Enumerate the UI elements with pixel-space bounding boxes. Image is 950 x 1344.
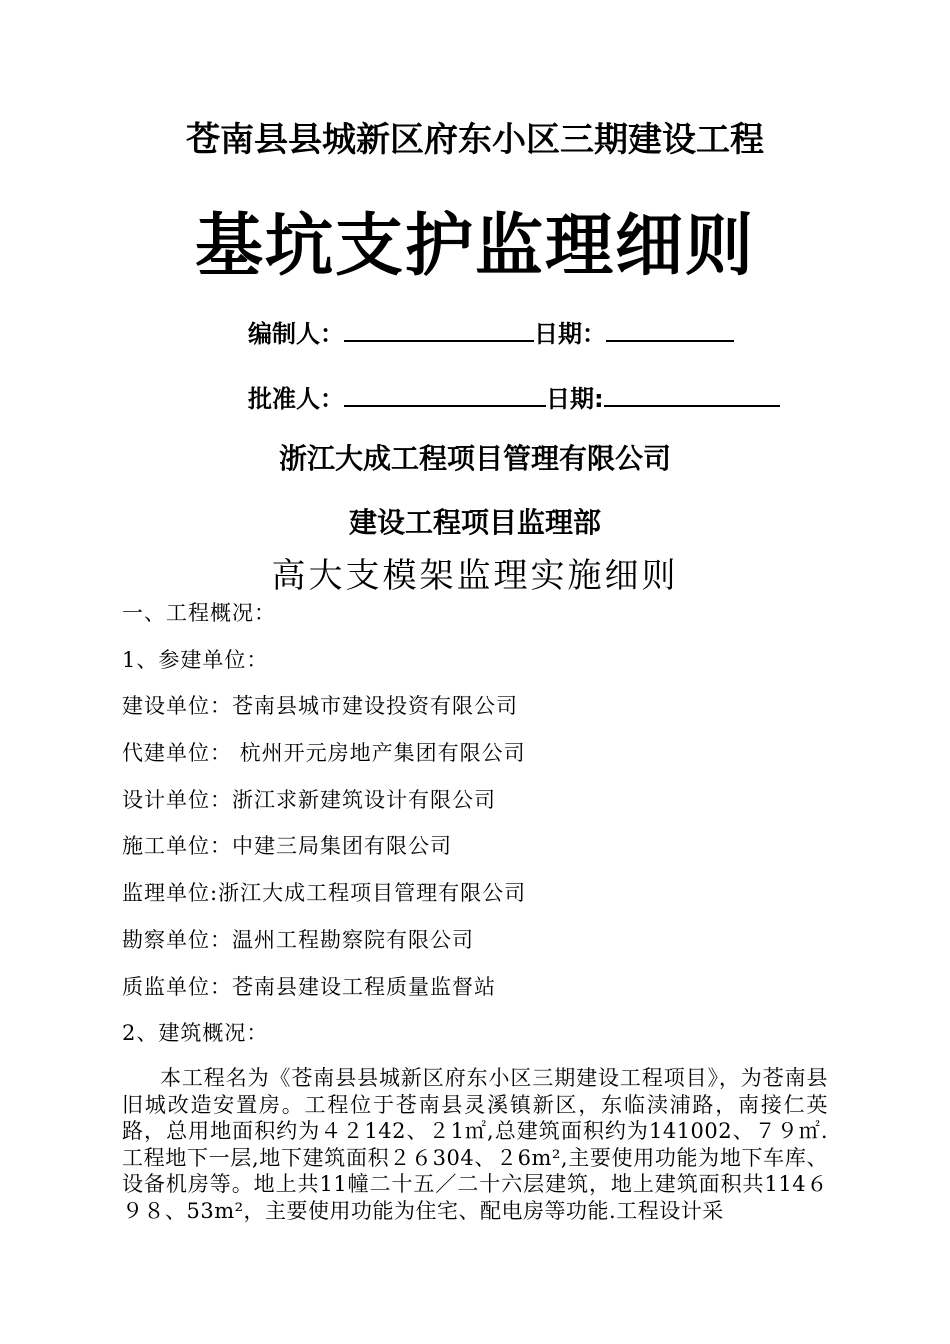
unit-line: 监理单位:浙江大成工程项目管理有限公司: [122, 881, 527, 905]
department-name: 建设工程项目监理部: [348, 506, 601, 539]
unit-line: 代建单位： 杭州开元房地产集团有限公司: [122, 741, 526, 765]
approver-label: 批准人：: [248, 385, 344, 413]
approver-signature-row: [248, 379, 780, 414]
approver-date-label: 日期:: [546, 385, 604, 413]
compiler-signature-row: [248, 314, 734, 349]
compiler-date-label: 日期：: [534, 320, 606, 348]
approver-blank-line: [344, 383, 546, 407]
project-title: 苍南县县城新区府东小区三期建设工程: [186, 120, 764, 160]
compiler-blank-line: [344, 318, 534, 342]
overview-paragraph: 本工程名为《苍南县县城新区府东小区三期建设工程项目》，为苍南县旧城改造安置房。工程位于苍南县灵溪镇新区，东临渎浦路，南接仁英路，总用地面积约为４２142、２1㎡,总建筑面积约为141002、７９㎡.工程地下一层,地下建筑面积２６304、２6m²,主要使用功能为地下车库、设备机房等。地上共11幢二十五／二十六层建筑，地上建筑面积共114６９８、53m²，主要使用功能为住宅、配电房等功能.工程设计采: [122, 1066, 828, 1223]
approver-date-blank-line: [604, 383, 780, 407]
compiler-label: 编制人：: [248, 320, 344, 348]
compiler-date-blank-line: [606, 318, 734, 342]
document-subtitle: 高大支模架监理实施细则: [271, 556, 679, 596]
unit-line: 建设单位：苍南县城市建设投资有限公司: [122, 694, 518, 718]
unit-line: 设计单位：浙江求新建筑设计有限公司: [122, 788, 496, 812]
unit-line: 勘察单位：温州工程勘察院有限公司: [122, 928, 474, 952]
sub-heading-building: 2、建筑概况：: [122, 1021, 269, 1045]
unit-line: 质监单位：苍南县建设工程质量监督站: [122, 975, 496, 999]
document-title: 基坑支护监理细则: [194, 207, 755, 286]
section-heading: 一、工程概况：: [122, 601, 276, 625]
sub-heading-participants: 1、参建单位：: [122, 648, 269, 672]
unit-line: 施工单位：中建三局集团有限公司: [122, 834, 452, 858]
company-name: 浙江大成工程项目管理有限公司: [278, 442, 671, 475]
